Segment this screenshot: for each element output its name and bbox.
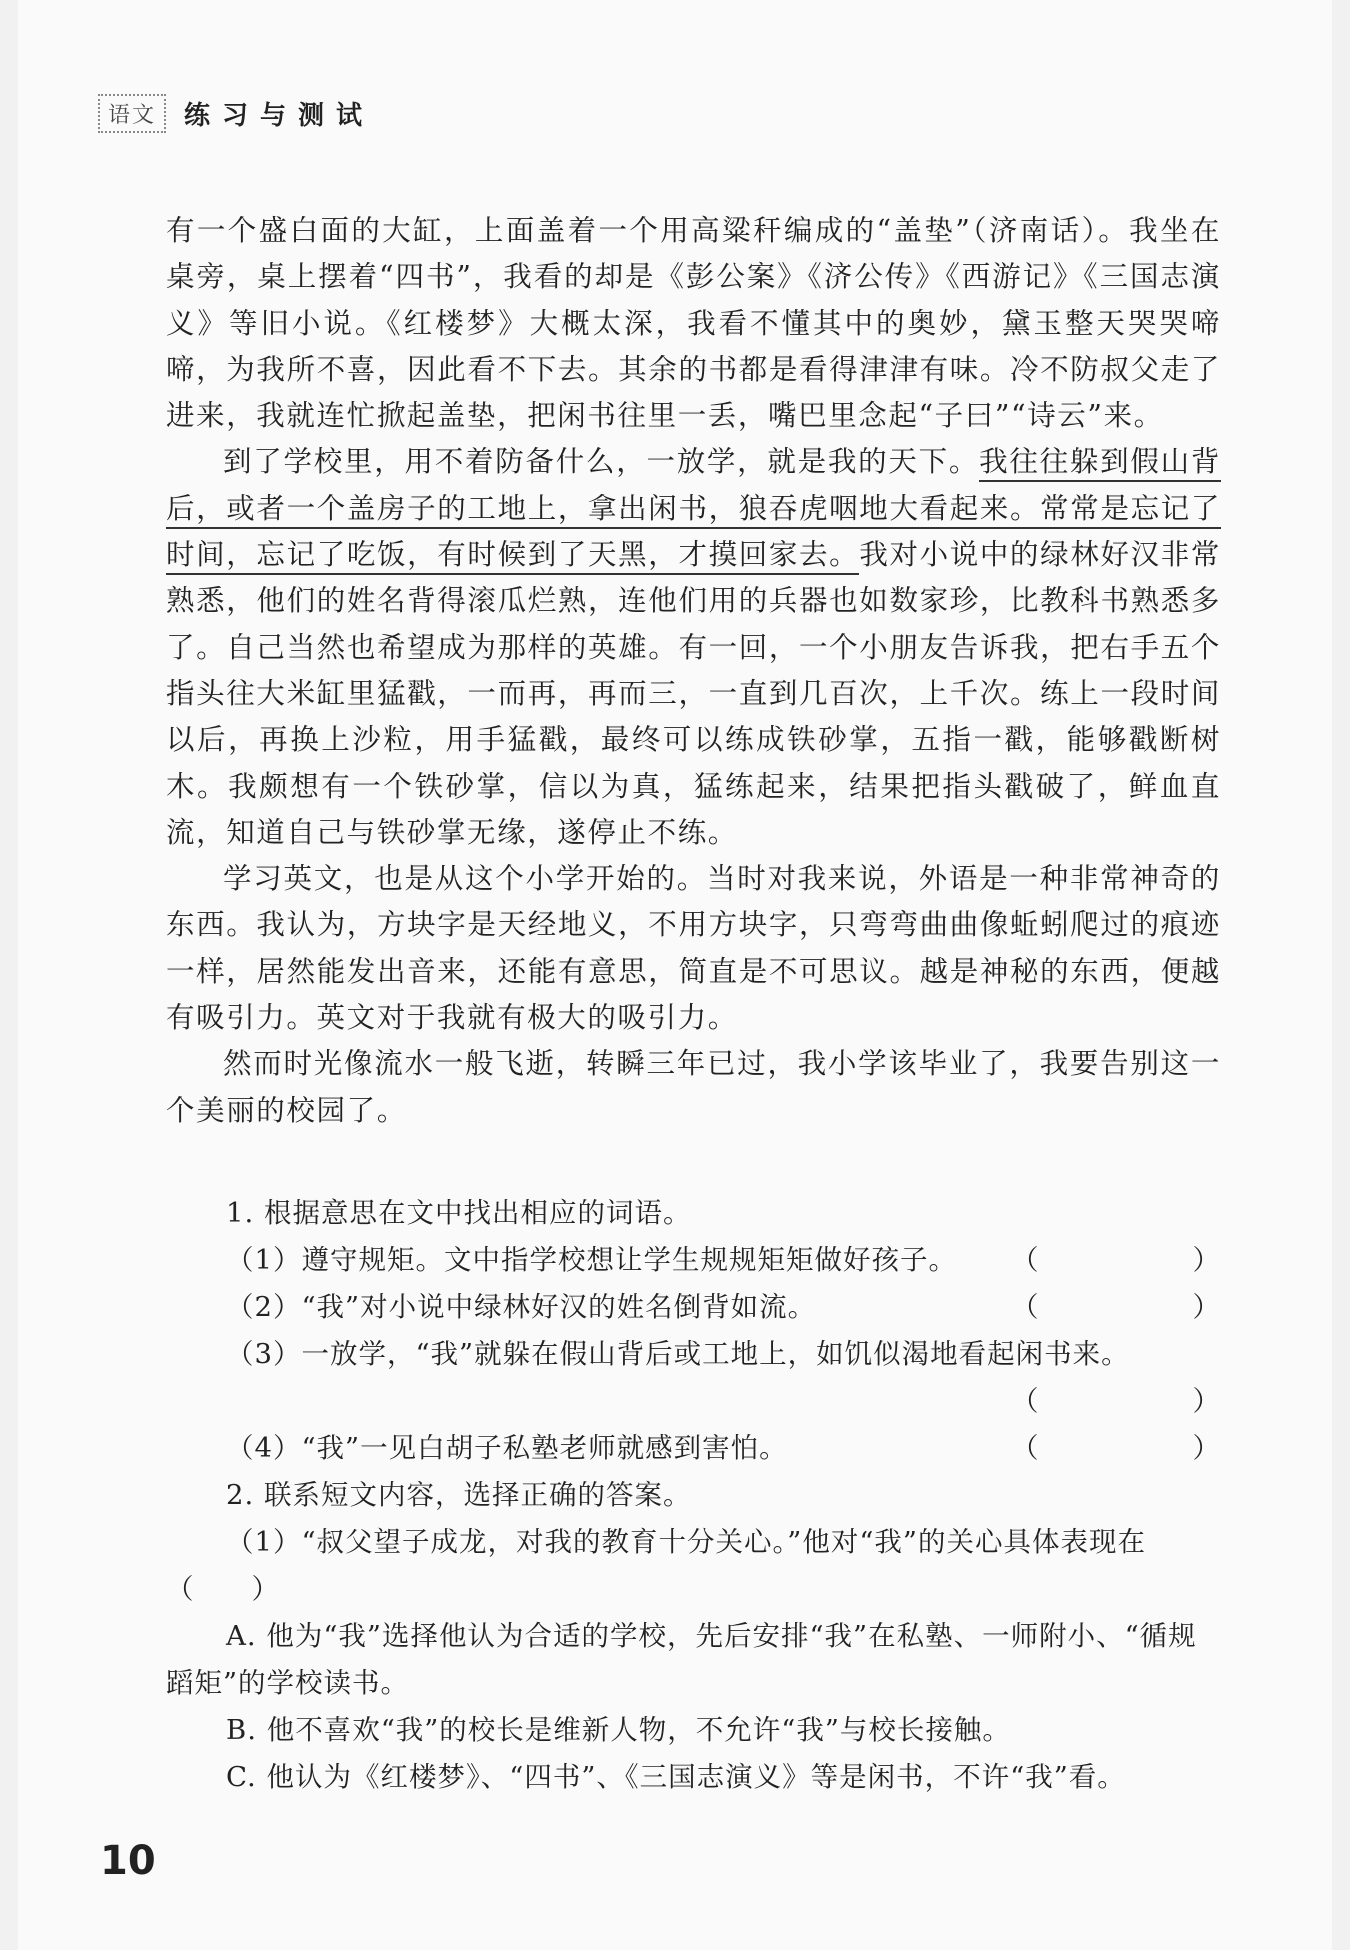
question-1-title: 1. 根据意思在文中找出相应的词语。 (226, 1197, 692, 1229)
question-2-title: 2. 联系短文内容，选择正确的答案。 (226, 1479, 692, 1511)
question-1-item-2: （2）“我”对小说中绿林好汉的姓名倒背如流。 （ ） (226, 1291, 1221, 1323)
answer-blank-2-1[interactable]: （ ） (166, 1573, 280, 1605)
questions-section (166, 1190, 1221, 1801)
choice-b: B. 他不喜欢“我”的校长是维新人物，不允许“我”与校长接触。 (226, 1714, 1011, 1746)
question-2-1-answer-row (166, 1566, 1221, 1613)
subject-label: 语文 (98, 94, 166, 133)
paragraph-2-rest: 我对小说中的绿林好汉非常熟悉，他们的姓名背得滚瓜烂熟，连他们用的兵器也如数家珍，比教科书熟悉多了。自己当然也希望成为那样的英雄。有一回，一个小朋友告诉我，把右手五个指头往大米缸里猛戳，一而再，再而三，一直到几百次，上千次。练上一段时间以后，再换上沙粒，用手猛戳，最终可以练成铁砂掌，五指一戳，能够戳断树木。我颇想有一个铁砂掌，信以为真，猛练起来，结果把指头戳破了，鲜血直流，知道自己与铁砂掌无缘，遂停止不练。 (166, 538, 1221, 849)
paragraph-2 (166, 439, 1221, 856)
question-1-item-2-text: （2）“我”对小说中绿林好汉的姓名倒背如流。 (226, 1291, 817, 1323)
paragraph-1: 有一个盛白面的大缸，上面盖着一个用高粱秆编成的“盖垫”（济南话）。我坐在桌旁，桌上摆着“四书”，我看的却是《彭公案》《济公传》《西游记》《三国志演义》等旧小说。《红楼梦》大概太深，我看不懂其中的奥妙，黛玉整天哭哭啼啼，为我所不喜，因此看不下去。其余的书都是看得津津有味。冷不防叔父走了进来，我就连忙掀起盖垫，把闲书往里一丢，嘴巴里念起“子曰”“诗云”来。 (166, 214, 1221, 433)
page-number: 10 (100, 1838, 156, 1884)
question-1-item-3 (166, 1331, 1221, 1378)
question-2-1-stem: （1）“叔父望子成龙，对我的教育十分关心。”他对“我”的关心具体表现在 (226, 1526, 1146, 1558)
page-header (98, 90, 374, 136)
book-title: 练习与测试 (184, 100, 375, 131)
choice-c: C. 他认为《红楼梦》、“四书”、《三国志演义》等是闲书，不许“我”看。 (226, 1761, 1126, 1793)
question-1-item-1-text: （1）遵守规矩。文中指学校想让学生规规矩矩做好孩子。 (226, 1244, 957, 1276)
page (18, 0, 1332, 1950)
choice-a: A. 他为“我”选择他认为合适的学校，先后安排“我”在私塾、一师附小、“循规蹈矩”的学校读书。 (166, 1620, 1197, 1699)
paragraph-2-start: 到了学校里，用不着防备什么，一放学，就是我的天下。 (223, 445, 980, 479)
question-1-item-3-text: （3）一放学，“我”就躲在假山背后或工地上，如饥似渴地看起闲书来。 (226, 1338, 1130, 1370)
paragraph-4: 然而时光像流水一般飞逝，转瞬三年已过，我小学该毕业了，我要告别这一个美丽的校园了。 (166, 1047, 1221, 1127)
underlined-sentence: 我往往躲到假山背后，或者一个盖房子的工地上，拿出闲书，狼吞虎咽地大看起来。常常是忘记了时间，忘记了吃饭，有时候到了天黑，才摸回家去。 (166, 445, 1221, 575)
question-1-item-4: （4）“我”一见白胡子私塾老师就感到害怕。 （ ） (226, 1432, 1221, 1464)
question-1-item-1: （1）遵守规矩。文中指学校想让学生规规矩矩做好孩子。 （ ） (226, 1244, 1221, 1276)
question-2-1 (166, 1519, 1221, 1566)
question-1-item-4-text: （4）“我”一见白胡子私塾老师就感到害怕。 (226, 1432, 788, 1464)
question-1-item-3-answer-row: （ ） (1011, 1385, 1221, 1417)
reading-passage (166, 208, 1221, 1134)
paragraph-3: 学习英文，也是从这个小学开始的。当时对我来说，外语是一种非常神奇的东西。我认为，方块字是天经地义，不用方块字，只弯弯曲曲像蚯蚓爬过的痕迹一样，居然能发出音来，还能有意思，简直是不可思议。越是神秘的东西，便越有吸引力。英文对于我就有极大的吸引力。 (166, 862, 1221, 1035)
